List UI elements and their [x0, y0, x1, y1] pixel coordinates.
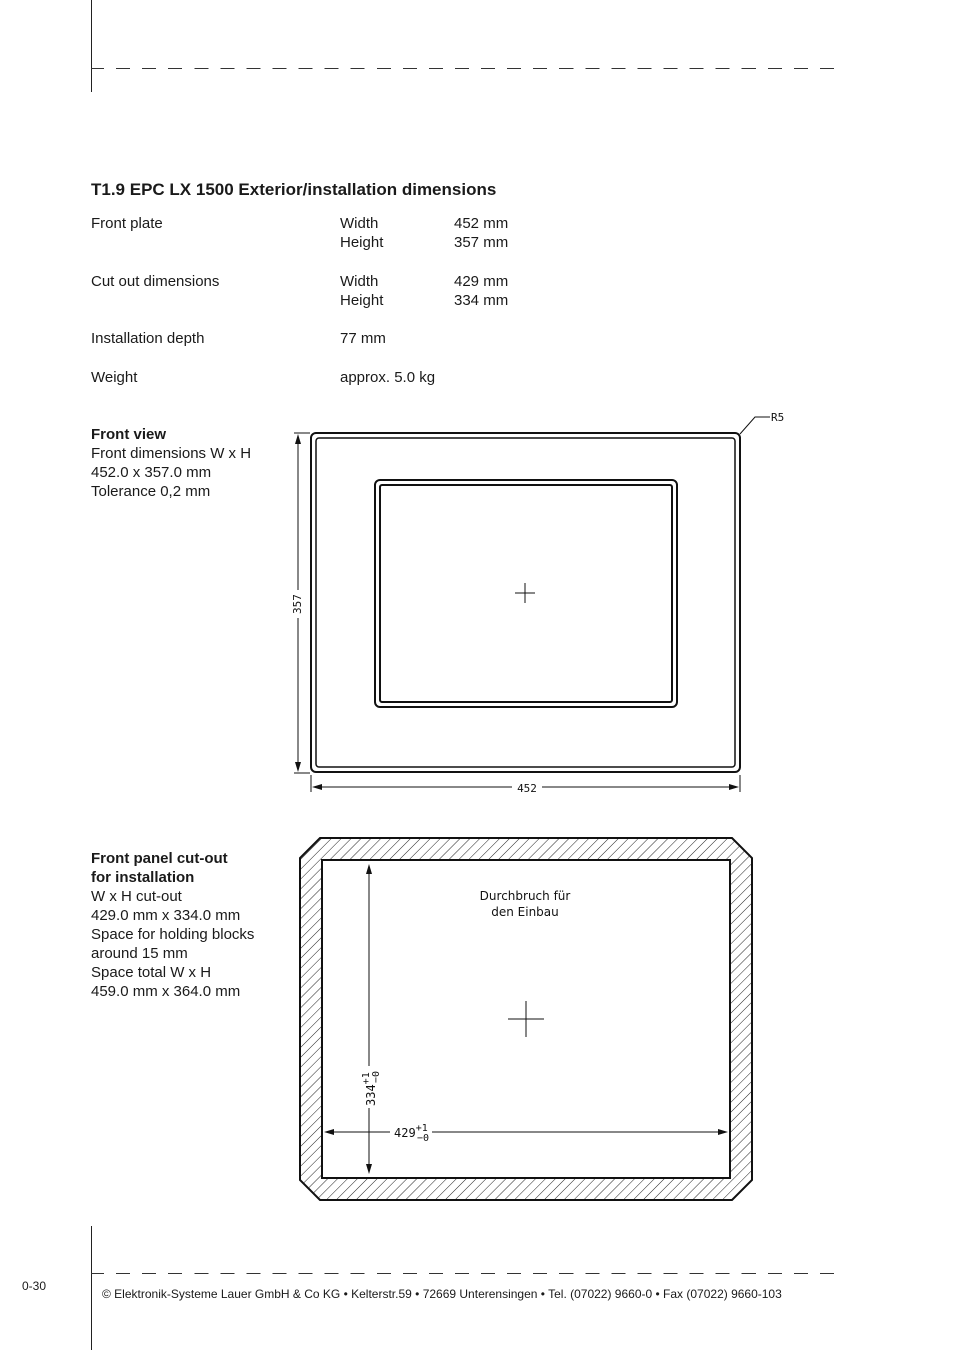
radius-label: R5	[771, 411, 785, 424]
section-title: T1.9 EPC LX 1500 Exterior/installation dimensions	[91, 180, 497, 199]
note-line: Space total W x H	[91, 964, 212, 981]
front-view-drawing	[280, 400, 820, 805]
spec-key: Height	[340, 292, 384, 309]
front-view-heading: Front view	[91, 426, 167, 443]
width-tol-minus: −0	[417, 1133, 430, 1144]
cutout-drawing	[290, 830, 765, 1210]
cutout-heading-1: Front panel cut-out	[91, 850, 228, 867]
note-line: Front dimensions W x H	[91, 445, 252, 462]
spec-value: 334 mm	[454, 292, 509, 309]
cutout-label-2: den Einbau	[491, 905, 559, 919]
height-dim-label: 357	[291, 594, 304, 614]
spec-key: Height	[340, 234, 384, 251]
width-dim-base: 429	[394, 1126, 416, 1140]
spec-label-front-plate: Front plate	[91, 215, 163, 232]
spec-value: 452 mm	[454, 215, 509, 232]
width-dim-label: 452	[517, 782, 537, 795]
note-line: 452.0 x 357.0 mm	[91, 464, 212, 481]
note-line: Tolerance 0,2 mm	[91, 483, 211, 500]
spec-label-weight: Weight	[91, 369, 138, 386]
note-line: Space for holding blocks	[91, 926, 255, 943]
spec-value: 77 mm	[340, 330, 386, 347]
spec-value: 357 mm	[454, 234, 509, 251]
note-line: W x H cut-out	[91, 888, 182, 905]
top-margin-line	[91, 0, 92, 92]
top-dashed-rule	[91, 68, 841, 69]
height-tol-minus: −0	[371, 1070, 382, 1083]
spec-key: Width	[340, 215, 379, 232]
page-number: 0-30	[22, 1279, 47, 1293]
height-dim-base: 334	[364, 1084, 378, 1106]
cutout-label-1: Durchbruch für	[479, 889, 571, 903]
bottom-dashed-rule	[91, 1273, 841, 1274]
spec-value: 429 mm	[454, 273, 509, 290]
note-line: 459.0 mm x 364.0 mm	[91, 983, 241, 1000]
front-view-notes	[91, 425, 251, 501]
cutout-heading-2: for installation	[91, 869, 195, 886]
height-tol-plus: +1	[361, 1072, 372, 1085]
note-line: around 15 mm	[91, 945, 188, 962]
spec-label-cutout: Cut out dimensions	[91, 273, 220, 290]
spec-value: approx. 5.0 kg	[340, 369, 436, 386]
note-line: 429.0 mm x 334.0 mm	[91, 907, 241, 924]
width-tol-plus: +1	[415, 1123, 428, 1134]
footer-text: © Elektronik-Systeme Lauer GmbH & Co KG • Kelterstr.59 • 72669 Unterensingen • Tel. (07022) 9660-0 • Fax (07022) 9660-103	[102, 1287, 782, 1301]
spec-key: Width	[340, 273, 379, 290]
radius-leader	[740, 417, 770, 434]
bottom-margin-line	[91, 1226, 92, 1350]
spec-label-depth: Installation depth	[91, 330, 205, 347]
cutout-notes	[91, 849, 254, 1001]
